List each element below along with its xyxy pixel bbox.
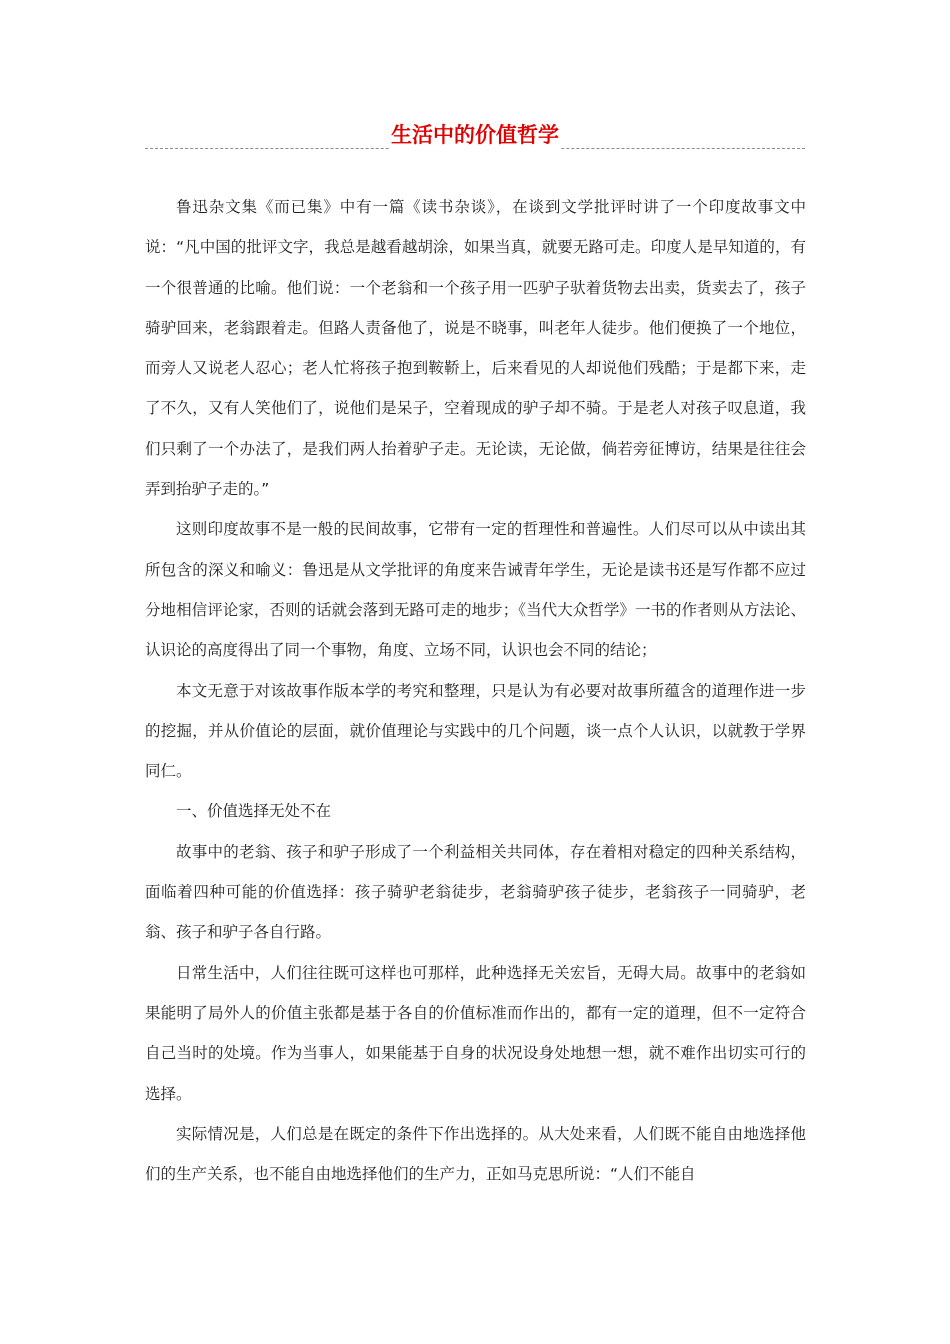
page-title: 生活中的价值哲学 (389, 120, 561, 150)
paragraph: 日常生活中，人们往往既可这样也可那样，此种选择无关宏旨，无碍大局。故事中的老翁如果能明了局外人的价值主张都是基于各自的价值标准而作出的，都有一定的道理，但不一定符合自己当时的处境。作为当事人，如果能基于自身的状况设身处地想一想，就不难作出切实可行的选择。 (145, 963, 806, 1103)
paragraph: 鲁迅杂文集《而已集》中有一篇《读书杂谈》，在谈到文学批评时讲了一个印度故事文中说：“凡中国的批评文字，我总是越看越胡涂，如果当真，就要无路可走。印度人是早知道的，有一个很普通的比喻。他们说：一个老翁和一个孩子用一匹驴子驮着货物去出卖，货卖去了，孩子骑驴回来，老翁跟着走。但路人责备他了，说是不晓事，叫老年人徒步。他们便换了一个地位，而旁人又说老人忍心；老人忙将孩子抱到鞍鞒上，后来看见的人却说他们残酷；于是都下来，走了不久，又有人笑他们了，说他们是呆子，空着现成的驴子却不骑。于是老人对孩子叹息道，我们只剩了一个办法了，是我们两人抬着驴子走。无论读，无论做，倘若旁征博访，结果是往往会弄到抬驴子走的。” (145, 198, 806, 499)
paragraph: 本文无意于对该故事作版本学的考究和整理，只是认为有必要对故事所蕴含的道理作进一步的挖掘，并从价值论的层面，就价值理论与实践中的几个问题，谈一点个人认识，以就教于学界同仁。 (145, 681, 806, 781)
paragraph: 这则印度故事不是一般的民间故事，它带有一定的哲理性和普遍性。人们尽可以从中读出其所包含的深义和喻义：鲁迅是从文学批评的角度来告诫青年学生，无论是读书还是写作都不应过分地相信评论家，否则的话就会落到无路可走的地步；《当代大众哲学》一书的作者则从方法论、认识论的高度得出了同一个事物，角度、立场不同，认识也会不同的结论； (145, 520, 806, 660)
section-heading: 一、价值选择无处不在 (176, 802, 332, 821)
paragraph: 故事中的老翁、孩子和驴子形成了一个利益相关共同体，存在着相对稳定的四种关系结构，面临着四种可能的价值选择：孩子骑驴老翁徒步，老翁骑驴孩子徒步，老翁孩子一同骑驴，老翁、孩子和驴子各自行路。 (145, 842, 806, 942)
title-row (145, 120, 805, 154)
paragraph: 实际情况是，人们总是在既定的条件下作出选择的。从大处来看，人们既不能自由地选择他们的生产关系，也不能自由地选择他们的生产力，正如马克思所说：“人们不能自 (145, 1124, 806, 1184)
article-body (145, 187, 806, 1194)
